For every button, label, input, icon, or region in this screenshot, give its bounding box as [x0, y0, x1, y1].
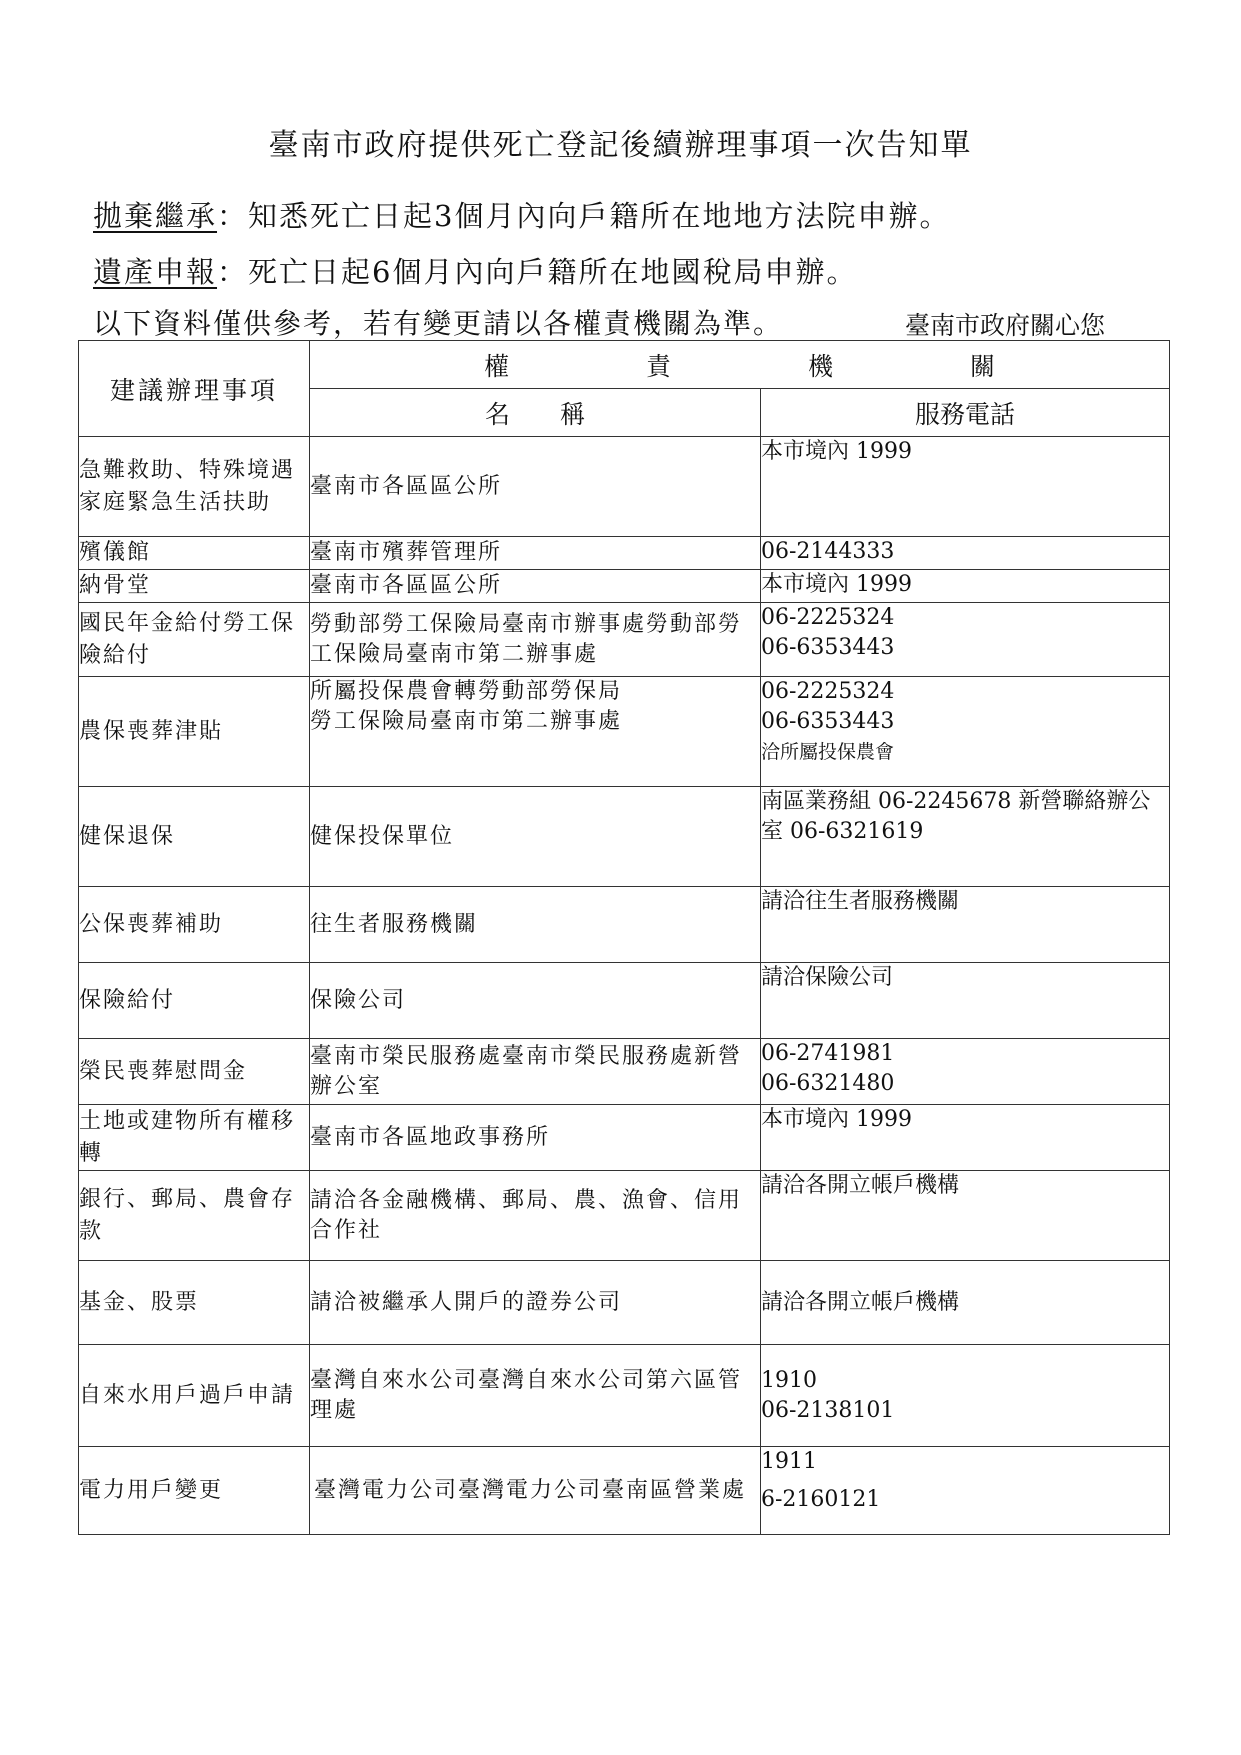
service-table [78, 340, 1170, 1535]
header-authority-char: 權 [483, 351, 509, 381]
cell-name: 請洽被繼承人開戶的證券公司 [310, 1261, 761, 1345]
phone-line: 06-2225324 [761, 605, 895, 630]
phone-line: 南區業務組 06-2245678 新營聯絡辦公室 06-6321619 [761, 789, 1151, 844]
phone-line: 1910 [761, 1367, 817, 1393]
cell-name [310, 677, 761, 787]
table-row [79, 963, 1170, 1039]
cell-name: 往生者服務機關 [310, 887, 761, 963]
care-note: 臺南市政府關心您 [905, 311, 1106, 340]
cell-phone [761, 787, 1170, 887]
notice-renounce-inheritance [93, 194, 950, 235]
header-authority-char: 機 [807, 351, 833, 381]
cell-item: 保險給付 [79, 963, 310, 1039]
table-row [79, 603, 1170, 677]
table-row [79, 1447, 1170, 1535]
header-authority-char: 責 [645, 351, 671, 381]
cell-name: 臺南市各區地政事務所 [310, 1105, 761, 1171]
phone-line: 本市境內 1999 [761, 439, 912, 464]
cell-phone [761, 677, 1170, 787]
table-row [79, 1105, 1170, 1171]
cell-name: 健保投保單位 [310, 787, 761, 887]
phone-line: 06-6321480 [761, 1071, 895, 1096]
phone-line: 6-2160121 [761, 1487, 881, 1512]
table-row [79, 537, 1170, 570]
phone-line: 06-6353443 [761, 709, 895, 734]
header-item: 建議辦理事項 [79, 341, 310, 437]
cell-phone [761, 1345, 1170, 1447]
cell-item: 急難救助、特殊境遇家庭緊急生活扶助 [79, 437, 310, 537]
name-line: 勞工保險局臺南市第二辦事處 [310, 709, 623, 734]
phone-line: 請洽往生者服務機關 [761, 889, 960, 914]
phone-line: 本市境內 1999 [761, 1107, 912, 1132]
cell-phone [761, 1039, 1170, 1105]
phone-line: 1911 [761, 1449, 817, 1474]
cell-item: 殯儀館 [79, 537, 310, 570]
notice-estate-declaration [93, 250, 857, 291]
cell-phone [761, 603, 1170, 677]
cell-phone [761, 1171, 1170, 1261]
notice-label: 拋棄繼承 [93, 199, 218, 233]
phone-line: 06-2225324 [761, 679, 895, 704]
cell-name: 臺南市榮民服務處臺南市榮民服務處新營辦公室 [310, 1039, 761, 1105]
phone-line: 06-2741981 [761, 1041, 895, 1066]
cell-item: 納骨堂 [79, 570, 310, 603]
cell-name: 保險公司 [310, 963, 761, 1039]
notice-text: ：知悉死亡日起3個月內向戶籍所在地地方法院申辦。 [217, 199, 951, 233]
cell-name: 臺南市各區區公所 [310, 437, 761, 537]
page-title: 臺南市政府提供死亡登記後續辦理事項一次告知單 [268, 128, 973, 163]
cell-name: 臺灣電力公司臺灣電力公司臺南區營業處 [310, 1447, 761, 1535]
table-row [79, 570, 1170, 603]
notice-text: ：死亡日起6個月內向戶籍所在地國稅局申辦。 [217, 255, 858, 289]
reference-note: 以下資料僅供參考，若有變更請以各權責機關為準。 [93, 307, 784, 340]
cell-name: 臺南市殯葬管理所 [310, 537, 761, 570]
cell-item: 自來水用戶過戶申請 [79, 1345, 310, 1447]
header-authority-char: 關 [969, 351, 995, 381]
cell-phone [761, 887, 1170, 963]
cell-item: 農保喪葬津貼 [79, 677, 310, 787]
cell-name: 勞動部勞工保險局臺南市辦事處勞動部勞工保險局臺南市第二辦事處 [310, 603, 761, 677]
phone-line: 請洽各開立帳戶機構 [761, 1173, 960, 1198]
cell-name: 請洽各金融機構、郵局、農、漁會、信用合作社 [310, 1171, 761, 1261]
cell-phone [761, 1105, 1170, 1171]
header-name: 名 稱 [310, 389, 761, 437]
phone-line: 請洽各開立帳戶機構 [761, 1289, 960, 1315]
cell-phone [761, 570, 1170, 603]
table-row [79, 787, 1170, 887]
table-row [79, 677, 1170, 787]
phone-line: 洽所屬投保農會 [761, 741, 895, 763]
table-row [79, 887, 1170, 963]
notice-label: 遺產申報 [93, 255, 218, 289]
phone-line: 06-2138101 [761, 1397, 895, 1423]
table-row [79, 1171, 1170, 1261]
header-phone: 服務電話 [761, 389, 1170, 437]
cell-phone [761, 1261, 1170, 1345]
cell-item: 銀行、郵局、農會存款 [79, 1171, 310, 1261]
cell-item: 榮民喪葬慰問金 [79, 1039, 310, 1105]
phone-line: 本市境內 1999 [761, 572, 912, 597]
cell-phone [761, 963, 1170, 1039]
header-authority [310, 341, 1170, 389]
cell-item: 電力用戶變更 [79, 1447, 310, 1535]
name-line: 所屬投保農會轉勞動部勞保局 [310, 679, 623, 704]
table-row [79, 1039, 1170, 1105]
cell-phone [761, 1447, 1170, 1535]
cell-name: 臺南市各區區公所 [310, 570, 761, 603]
cell-phone [761, 537, 1170, 570]
cell-item: 健保退保 [79, 787, 310, 887]
cell-name: 臺灣自來水公司臺灣自來水公司第六區管理處 [310, 1345, 761, 1447]
cell-item: 公保喪葬補助 [79, 887, 310, 963]
table-row [79, 437, 1170, 537]
cell-item: 土地或建物所有權移轉 [79, 1105, 310, 1171]
table-row [79, 1261, 1170, 1345]
phone-line: 06-6353443 [761, 635, 895, 660]
table-row [79, 1345, 1170, 1447]
cell-item: 國民年金給付勞工保險給付 [79, 603, 310, 677]
cell-item: 基金、股票 [79, 1261, 310, 1345]
cell-phone [761, 437, 1170, 537]
phone-line: 請洽保險公司 [761, 965, 894, 990]
phone-line: 06-2144333 [761, 539, 895, 564]
